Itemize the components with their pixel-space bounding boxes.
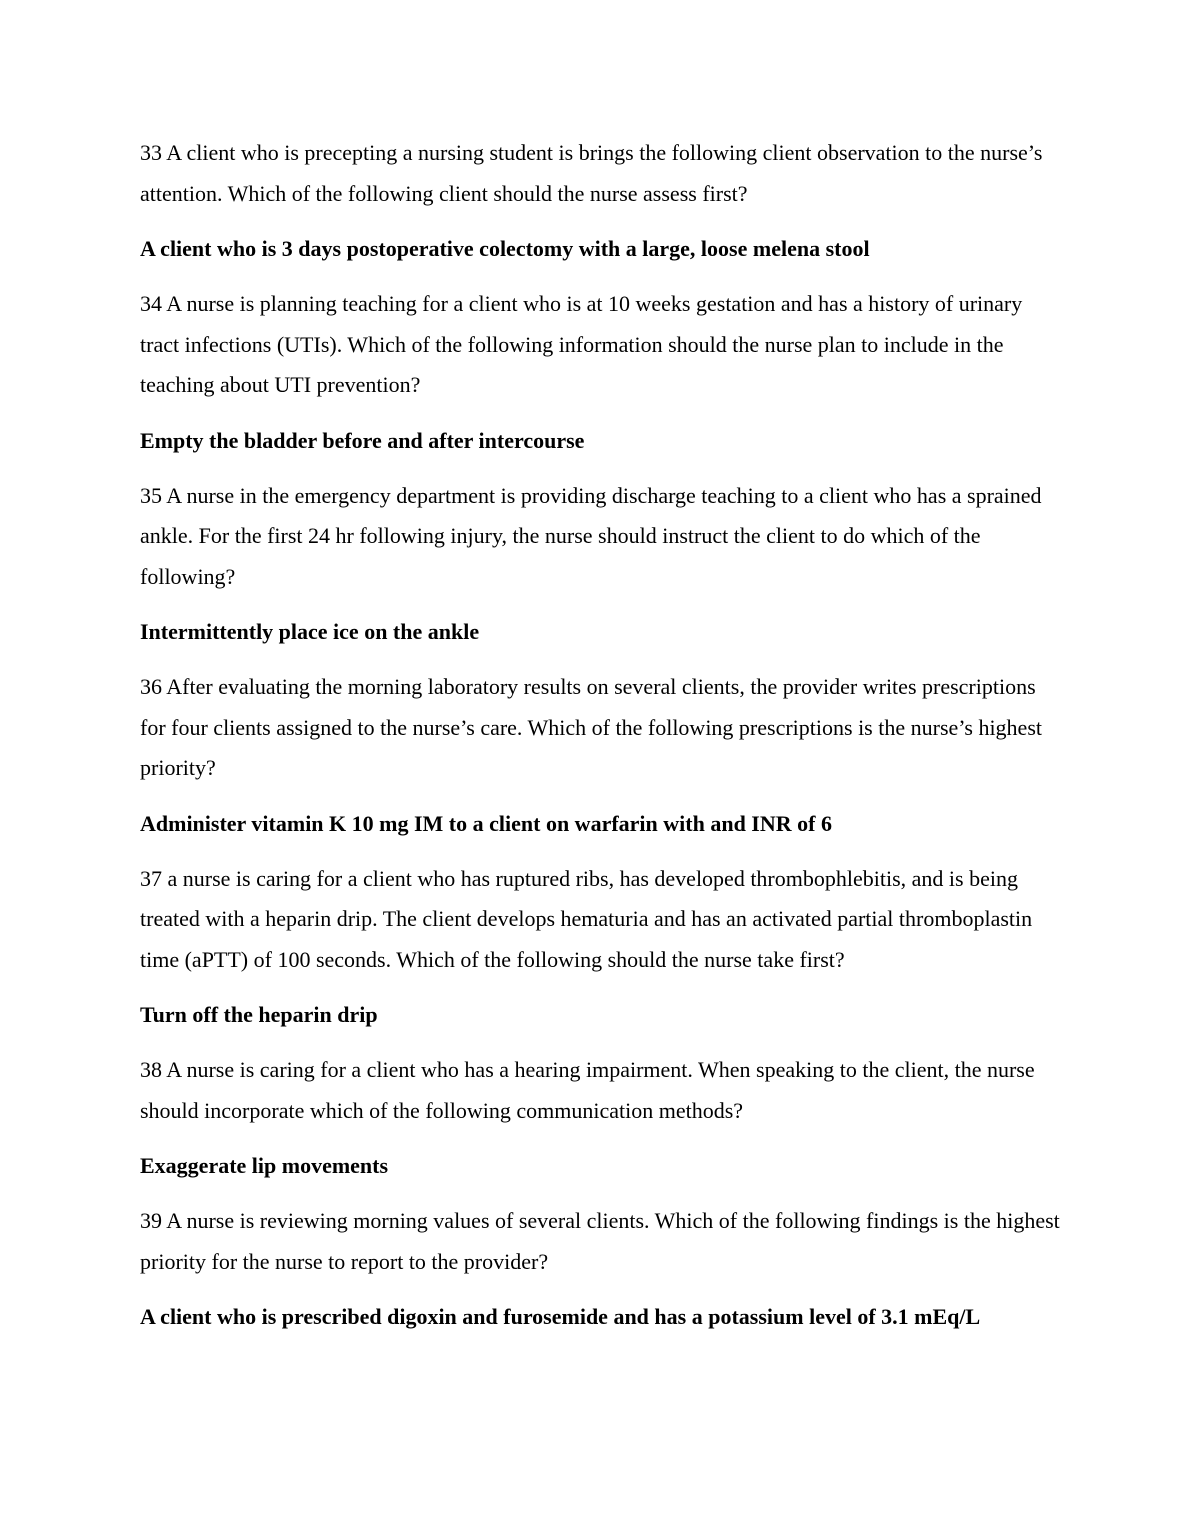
answer-39: A client who is prescribed digoxin and furosemide and has a potassium level of 3.1 mEq/L xyxy=(140,1304,981,1329)
answer-36: Administer vitamin K 10 mg IM to a client on warfarin with and INR of 6 xyxy=(140,810,832,836)
question-39: 39 A nurse is reviewing morning values of several clients. Which of the following findings is the highest priority for the nurse to report to the provider? xyxy=(140,1208,1060,1274)
question-36: 36 After evaluating the morning laboratory results on several clients, the provider writes prescriptions for four clients assigned to the nurse’s care. Which of the following prescriptions is the nurse’s highest priority? xyxy=(140,674,1042,780)
question-35: 35 A nurse in the emergency department is providing discharge teaching to a client who has a sprained ankle. For the first 24 hr following injury, the nurse should instruct the client to do which of the following? xyxy=(140,482,1042,589)
question-34: 34 A nurse is planning teaching for a client who is at 10 weeks gestation and has a history of urinary tract infections (UTIs). Which of the following information should the nurse plan to include in the teaching about UTI prevention? xyxy=(140,291,1023,397)
answer-38: Exaggerate lip movements xyxy=(140,1153,389,1178)
question-37: 37 a nurse is caring for a client who has ruptured ribs, has developed thrombophlebitis, and is being treated with a heparin drip. The client develops hematuria and has an activated partial thromboplastin time (aPTT) of 100 seconds. Which of the following should the nurse take first? xyxy=(140,865,1033,972)
answer-33: A client who is 3 days postoperative colectomy with a large, loose melena stool xyxy=(140,236,870,261)
question-38: 38 A nurse is caring for a client who has a hearing impairment. When speaking to the client, the nurse should incorporate which of the following communication methods? xyxy=(140,1057,1035,1123)
answer-34: Empty the bladder before and after intercourse xyxy=(140,427,585,453)
question-33: 33 A client who is precepting a nursing student is brings the following client observation to the nurse’s attention. Which of the following client should the nurse assess first? xyxy=(140,140,1043,206)
document-page xyxy=(140,133,1060,1337)
answer-35: Intermittently place ice on the ankle xyxy=(140,619,480,644)
answer-37: Turn off the heparin drip xyxy=(140,1002,378,1027)
